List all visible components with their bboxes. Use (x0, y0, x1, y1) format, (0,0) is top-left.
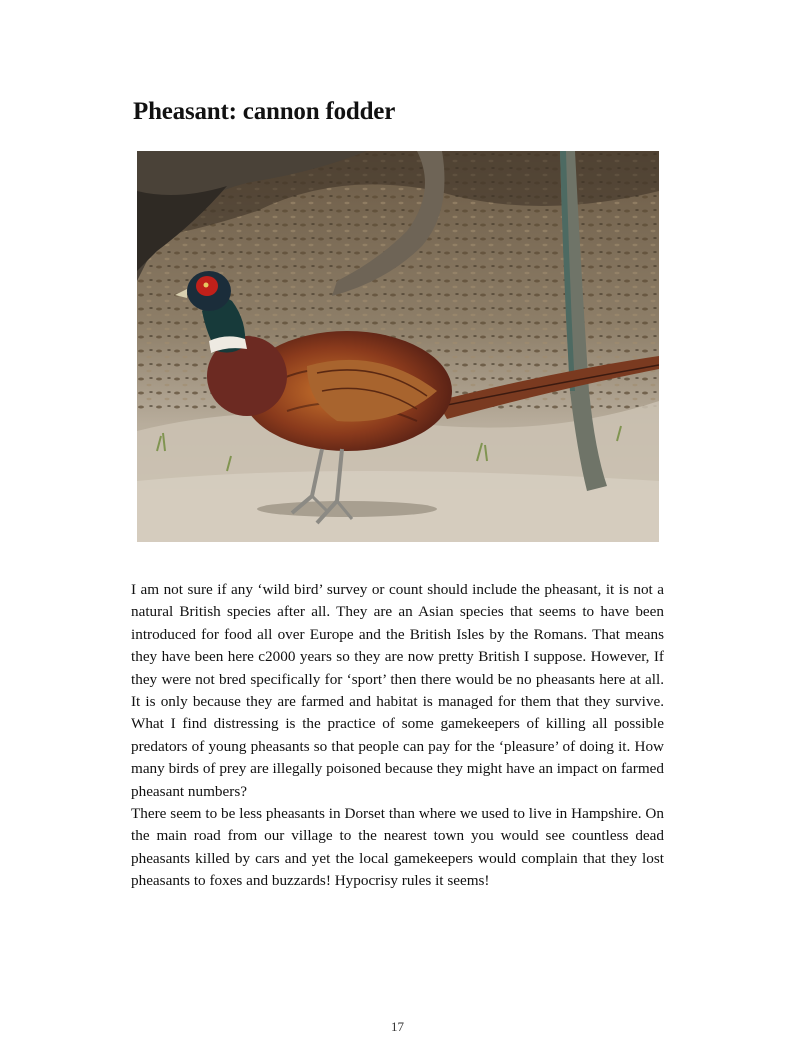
page-title: Pheasant: cannon fodder (133, 98, 396, 125)
paragraph: There seem to be less pheasants in Dorset than where we used to live in Hampshire. On the main road from our village to the nearest town you would see countless dead pheasants killed by cars and yet the local gamekeepers would complain that they lost pheasants to foxes and buzzards! Hypocrisy rules it seems! (131, 805, 664, 890)
article-body (131, 579, 664, 893)
pheasant-photo (137, 151, 659, 542)
page-number: 17 (391, 1019, 404, 1034)
paragraph: I am not sure if any ‘wild bird’ survey or count should include the pheasant, it is not a natural British species after all. They are an Asian species that seems to have been introduced for food all over Europe and the British Isles by the Romans. That means they have been here c2000 years so they are now pretty British I suppose. However, If they were not bred specifically for ‘sport’ then there would be no pheasants here at all. It is only because they are farmed and habitat is managed for them that they survive. What I find distressing is the practice of some gamekeepers of killing all possible predators of young pheasants so that people can pay for the ‘pleasure’ of doing it. How many birds of prey are illegally poisoned because they might have an impact on farmed pheasant numbers? (131, 581, 664, 800)
